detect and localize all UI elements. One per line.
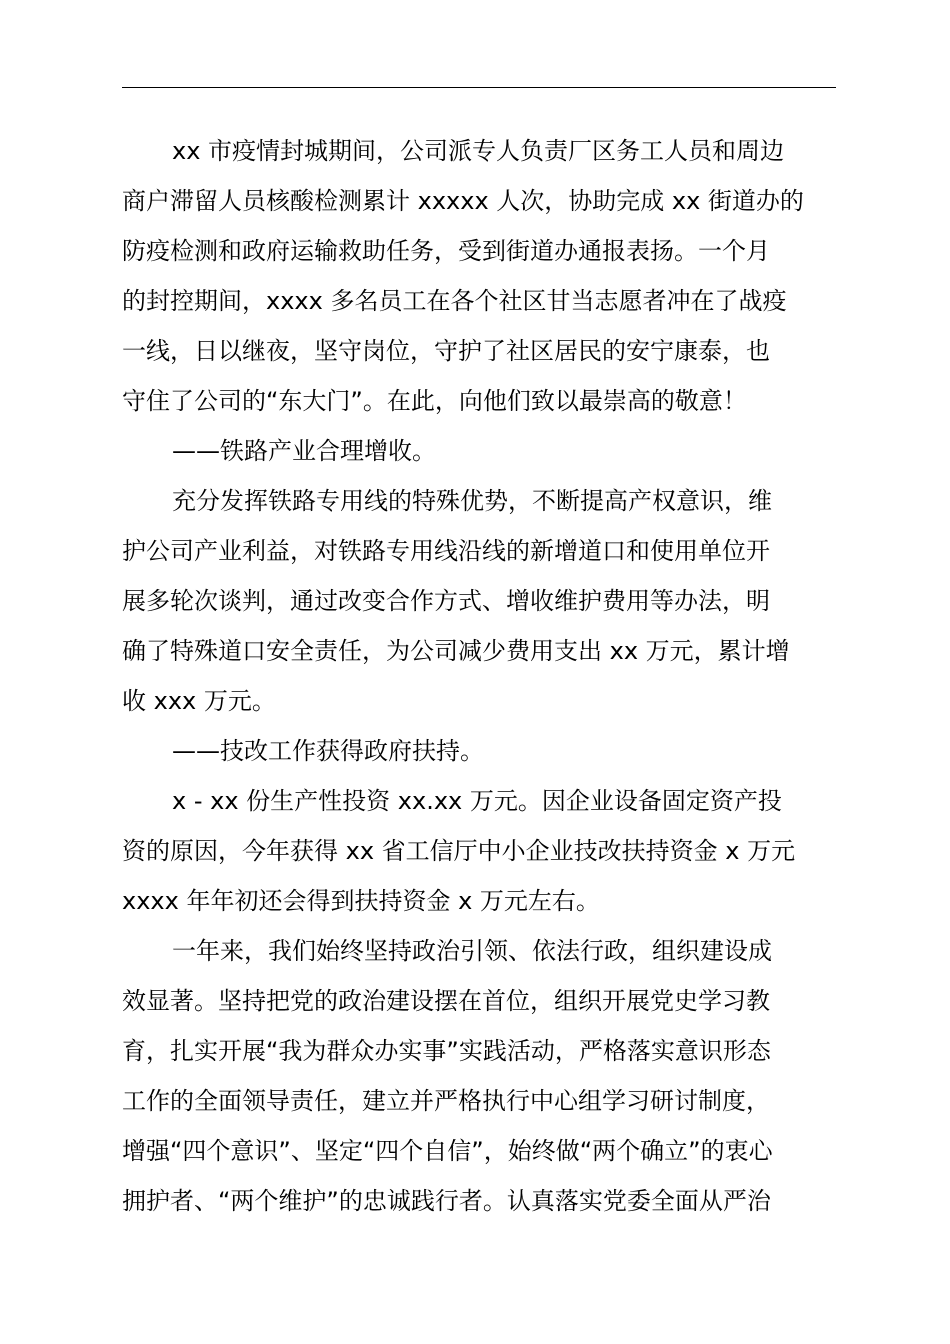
paragraph-line: xxxx 年年初还会得到扶持资金 x 万元左右。 (122, 887, 600, 915)
paragraph-line: 效显著。坚持把党的政治建设摆在首位，组织开展党史学习教 (122, 987, 770, 1015)
paragraph-line: 守住了公司的“东大门”。在此，向他们致以最崇高的敬意！ (122, 387, 747, 415)
paragraph-line: 充分发挥铁路专用线的特殊优势，不断提高产权意识，维 (172, 487, 772, 515)
section-heading: ——铁路产业合理增收。 (172, 437, 436, 465)
paragraph-line: 育，扎实开展“我为群众办实事”实践活动，严格落实意识形态 (122, 1037, 771, 1065)
paragraph-line: 收 xxx 万元。 (122, 687, 276, 715)
paragraph-line: 护公司产业利益，对铁路专用线沿线的新增道口和使用单位开 (122, 537, 770, 565)
section-heading: ——技改工作获得政府扶持。 (172, 737, 484, 765)
paragraph-line: xx 市疫情封城期间，公司派专人负责厂区务工人员和周边 (172, 137, 785, 165)
paragraph-line: 一线，日以继夜，坚守岗位，守护了社区居民的安宁康泰，也 (122, 337, 770, 365)
paragraph-line: 资的原因，今年获得 xx 省工信厅中小企业技改扶持资金 x 万元 (122, 837, 796, 865)
document-body (122, 126, 842, 1226)
paragraph-line: 展多轮次谈判，通过改变合作方式、增收维护费用等办法，明 (122, 587, 770, 615)
paragraph-line: 确了特殊道口安全责任，为公司减少费用支出 xx 万元，累计增 (122, 637, 790, 665)
paragraph-line: 工作的全面领导责任，建立并严格执行中心组学习研讨制度， (122, 1087, 770, 1115)
paragraph-line: 增强“四个意识”、坚定“四个自信”，始终做“两个确立”的衷心 (122, 1137, 773, 1165)
paragraph-line: x - xx 份生产性投资 xx.xx 万元。因企业设备固定资产投 (172, 787, 782, 815)
paragraph-line: 一年来，我们始终坚持政治引领、依法行政，组织建设成 (172, 937, 772, 965)
paragraph-line: 拥护者、“两个维护”的忠诚践行者。认真落实党委全面从严治 (122, 1187, 771, 1215)
paragraph-line: 防疫检测和政府运输救助任务，受到街道办通报表扬。一个月 (122, 237, 770, 265)
paragraph-line: 商户滞留人员核酸检测累计 xxxxx 人次，协助完成 xx 街道办的 (122, 187, 804, 215)
header-rule (122, 87, 836, 88)
paragraph-line: 的封控期间，xxxx 多名员工在各个社区甘当志愿者冲在了战疫 (122, 287, 787, 315)
